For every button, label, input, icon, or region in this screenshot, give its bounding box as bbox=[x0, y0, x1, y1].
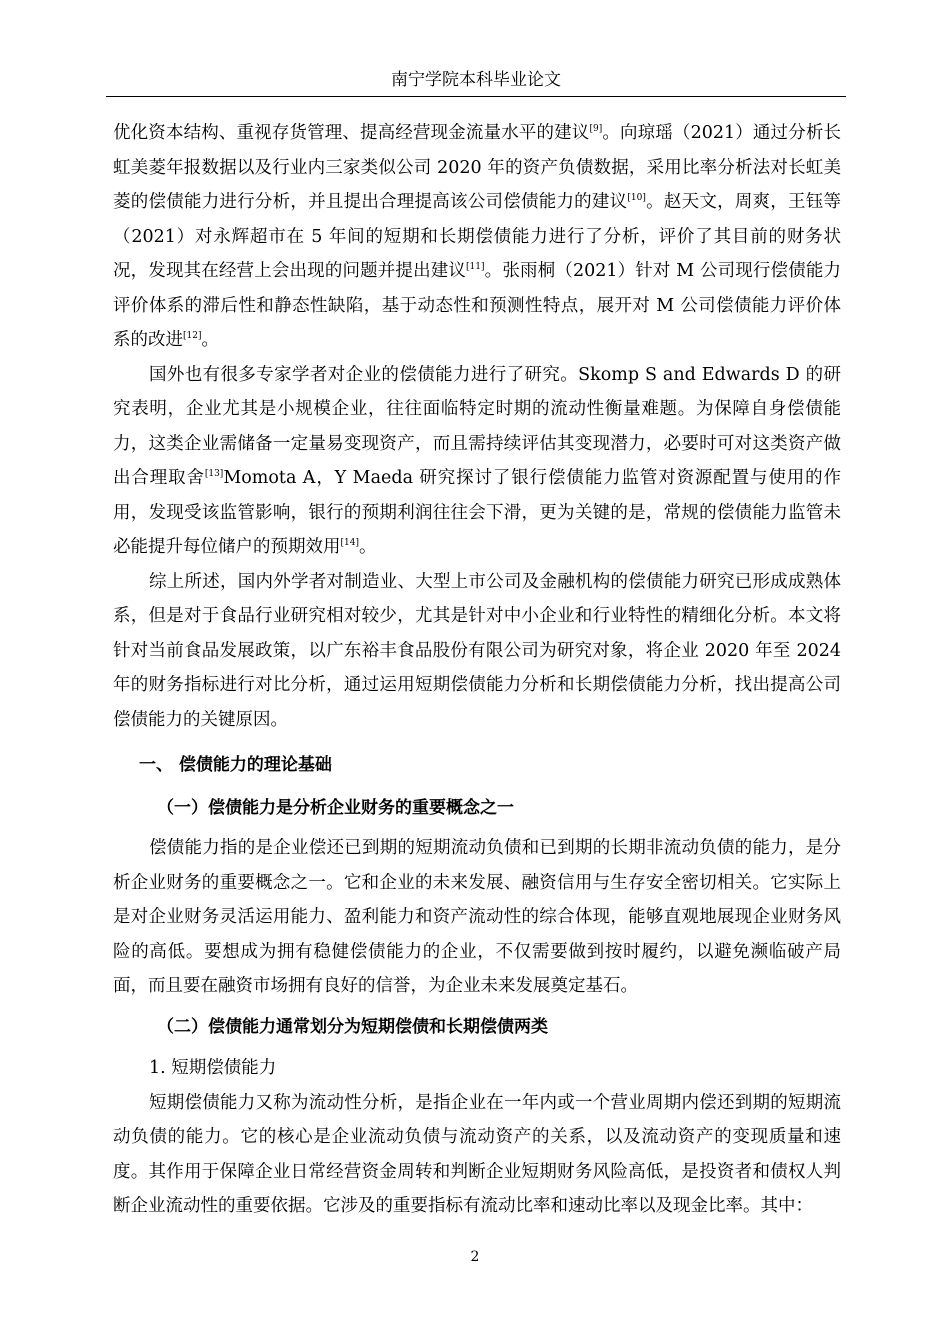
paragraph-text: 。 bbox=[358, 537, 377, 557]
subsection-heading: （二）偿债能力通常划分为短期偿债和长期偿债两类 bbox=[157, 1016, 548, 1037]
citation: [11] bbox=[466, 262, 485, 272]
header-divider bbox=[106, 96, 846, 97]
page-header: 南宁学院本科毕业论文 bbox=[391, 70, 561, 90]
paragraph-text: Momota A，Y Maeda 研究探讨了银行偿债能力监管对资源配置与使用的作用，发现受该监管影响，银行的预期利润往往会下滑，更为关键的是，常规的偿债能力监管未必能提升每位储户的预期效用 bbox=[113, 468, 842, 557]
subsection-heading: （一）偿债能力是分析企业财务的重要概念之一 bbox=[157, 798, 514, 818]
citation: [10] bbox=[627, 193, 646, 203]
paragraph-short-term: 短期偿债能力又称为流动性分析，是指企业在一年内或一个营业周期内偿还到期的短期流动负债的能力。它的核心是企业流动负债与流动资产的关系，以及流动资产的变现质量和速度。其作用于保障企业日常经营资金周转和判断企业短期财务风险高低，是投资者和债权人判断企业流动性的重要依据。它涉及的重要指标有流动比率和速动比率以及现金比率。其中： bbox=[113, 1092, 841, 1216]
section-heading: 一、 偿债能力的理论基础 bbox=[139, 755, 332, 775]
paragraph-literature-foreign bbox=[113, 358, 841, 565]
paragraph-literature-domestic bbox=[113, 116, 841, 358]
paragraph-definition: 偿债能力指的是企业偿还已到期的短期流动负债和已到期的长期非流动负债的能力，是分析企业财务的重要概念之一。它和企业的未来发展、融资信用与生存安全密切相关。它实际上是对企业财务灵活运用能力、盈利能力和资产流动性的综合体现，能够直观地展现企业财务风险的高低。要想成为拥有稳健偿债能力的企业，不仅需要做到按时履约，以避免濒临破产局面，而且要在融资市场拥有良好的信誉，为企业未来发展奠定基石。 bbox=[113, 838, 841, 996]
page-number: 2 bbox=[470, 1249, 480, 1265]
paragraph-text: 。向琼瑶（2021）通过分析长虹美菱年报数据以及行业内三家类似公司 2020 年的资产负债数据，采用比率分析法对长虹美菱的偿债能力进行分析，并且提出合理提高该公司偿债能力的建议 bbox=[113, 123, 841, 212]
paragraph-text: 。 bbox=[201, 330, 219, 350]
citation: [12] bbox=[183, 331, 202, 341]
paragraph-text: 。张雨桐（2021）针对 M 公司现行偿债能力评价体系的滞后性和静态性缺陷，基于动态性和预测性特点，展开对 M 公司偿债能力评价体系的改进 bbox=[113, 261, 841, 350]
paragraph-summary: 综上所述，国内外学者对制造业、大型上市公司及金融机构的偿债能力研究已形成成熟体系，但是对于食品行业研究相对较少，尤其是针对中小企业和行业特性的精细化分析。本文将针对当前食品发展政策，以广东裕丰食品股份有限公司为研究对象，将企业 2020 年至 2024 年的财务指标进行对比分析，通过运用短期偿债能力分析和长期偿债能力分析，找出提高公司偿债能力的关键原因。 bbox=[113, 571, 841, 730]
paragraph-text: 优化资本结构、重视存货管理、提高经营现金流量水平的建议 bbox=[113, 123, 590, 143]
page-body bbox=[113, 116, 841, 1224]
citation: [9] bbox=[589, 124, 603, 134]
paragraph-text: 国外也有很多专家学者对企业的偿债能力进行了研究。Skomp S and Edwards D 的研究表明，企业尤其是小规模企业，往往面临特定时期的流动性衡量难题。为保障自身偿债能力，这类企业需储备一定量易变现资产，而且需持续评估其变现潜力，必要时可对这类资产做出合理取舍 bbox=[113, 364, 841, 488]
paragraph-text: 。赵天文，周爽，王钰等（2021）对永辉超市在 5 年间的短期和长期偿债能力进行了分析，评价了其目前的财务状况，发现其在经营上会出现的问题并提出建议 bbox=[113, 192, 842, 281]
citation: [13] bbox=[204, 469, 224, 479]
citation: [14] bbox=[340, 538, 359, 548]
list-item-heading: 1. 短期偿债能力 bbox=[149, 1057, 277, 1078]
